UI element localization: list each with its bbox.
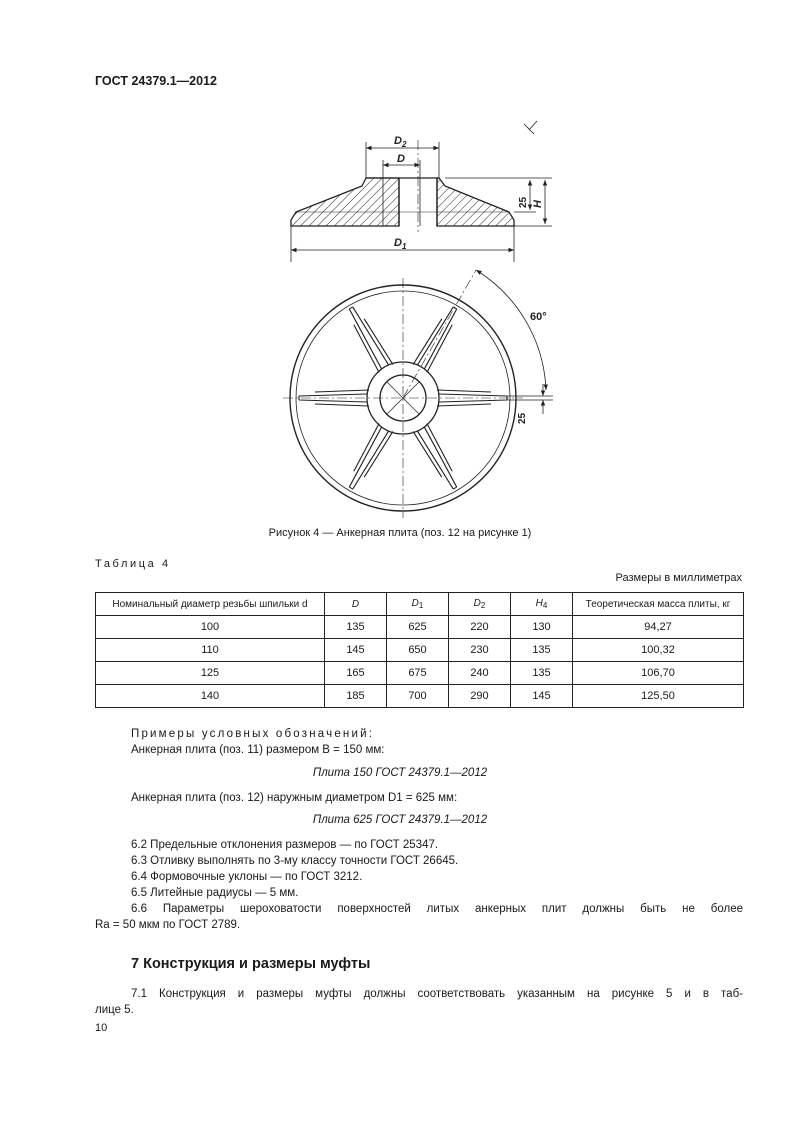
table-cell: 135 — [325, 616, 387, 639]
label-dim-25-plan: 25 — [517, 412, 528, 424]
page-number: 10 — [95, 1022, 108, 1034]
label-d: D — [397, 153, 405, 165]
table-label: Таблица 4 — [95, 558, 171, 570]
section-7-title: 7 Конструкция и размеры муфты — [131, 956, 371, 972]
table-cell: 625 — [387, 616, 449, 639]
table-cell: 145 — [511, 685, 573, 708]
table-cell: 165 — [325, 662, 387, 685]
label-d1: $D_1$ — [394, 237, 407, 251]
figure-caption: Рисунок 4 — Анкерная плита (поз. 12 на рисунке 1) — [268, 527, 532, 539]
table-cell: 230 — [449, 639, 511, 662]
label-angle: 60° — [530, 311, 547, 323]
item-6-4: 6.4 Формовочные уклоны — по ГОСТ 3212. — [131, 871, 363, 883]
header-cell: $D_2$ — [449, 593, 511, 616]
table-cell: 290 — [449, 685, 511, 708]
header-cell: Теоретическая масса плиты, кг — [573, 593, 744, 616]
dimensions-table — [95, 592, 744, 708]
example-1-designation: Плита 150 ГОСТ 24379.1—2012 — [312, 767, 488, 779]
table-cell: 185 — [325, 685, 387, 708]
item-6-6-continued: Ra = 50 мкм по ГОСТ 2789. — [95, 919, 241, 931]
table-cell: 145 — [325, 639, 387, 662]
table-cell: 700 — [387, 685, 449, 708]
table-cell: 100,32 — [573, 639, 744, 662]
table-cell: 94,27 — [573, 616, 744, 639]
label-h: H — [532, 200, 544, 208]
item-6-3: 6.3 Отливку выполнять по 3-му классу точности ГОСТ 26645. — [131, 855, 459, 867]
table-units: Размеры в миллиметрах — [615, 572, 742, 584]
plan-view — [283, 270, 553, 518]
table-cell: 135 — [511, 639, 573, 662]
example-1-text: Анкерная плита (поз. 11) размером B = 150 мм: — [131, 744, 385, 756]
table-row — [96, 685, 744, 708]
document-header: ГОСТ 24379.1—2012 — [95, 74, 217, 88]
header-cell: Номинальный диаметр резьбы шпильки d — [96, 593, 325, 616]
table-cell: 106,70 — [573, 662, 744, 685]
header-cell: $D_1$ — [387, 593, 449, 616]
table-cell: 675 — [387, 662, 449, 685]
table-row — [96, 639, 744, 662]
section-right-half — [437, 178, 514, 226]
table-cell: 125 — [96, 662, 325, 685]
item-7-1-continued: лице 5. — [95, 1004, 134, 1016]
table-cell: 140 — [96, 685, 325, 708]
header-cell: D — [325, 593, 387, 616]
table-row — [96, 616, 744, 639]
item-6-2: 6.2 Предельные отклонения размеров — по ГОСТ 25347. — [131, 839, 439, 851]
example-2-designation: Плита 625 ГОСТ 24379.1—2012 — [312, 814, 488, 826]
table-cell: 650 — [387, 639, 449, 662]
label-dim-25: 25 — [518, 196, 529, 208]
examples-heading: Примеры условных обозначений: — [131, 728, 375, 740]
table-row — [96, 662, 744, 685]
item-7-1: 7.1 Конструкция и размеры муфты должны соответствовать указанным на рисунке 5 и в таб- — [131, 988, 743, 1000]
item-6-5: 6.5 Литейные радиусы — 5 мм. — [131, 887, 299, 899]
table-header-row — [96, 593, 744, 616]
example-2-text: Анкерная плита (поз. 12) наружным диаметром D1 = 625 мм: — [131, 792, 458, 804]
table-cell: 100 — [96, 616, 325, 639]
label-d2: $D_2$ — [394, 135, 407, 149]
table-cell: 110 — [96, 639, 325, 662]
table-cell: 130 — [511, 616, 573, 639]
item-6-6: 6.6 Параметры шероховатости поверхностей литых анкерных плит должны быть не более — [131, 903, 743, 915]
table-cell: 240 — [449, 662, 511, 685]
table-cell: 125,50 — [573, 685, 744, 708]
table-cell: 135 — [511, 662, 573, 685]
table-cell: 220 — [449, 616, 511, 639]
anchor-plate-drawing — [0, 0, 800, 540]
header-cell: $H_4$ — [511, 593, 573, 616]
section-dimensions — [291, 121, 552, 262]
